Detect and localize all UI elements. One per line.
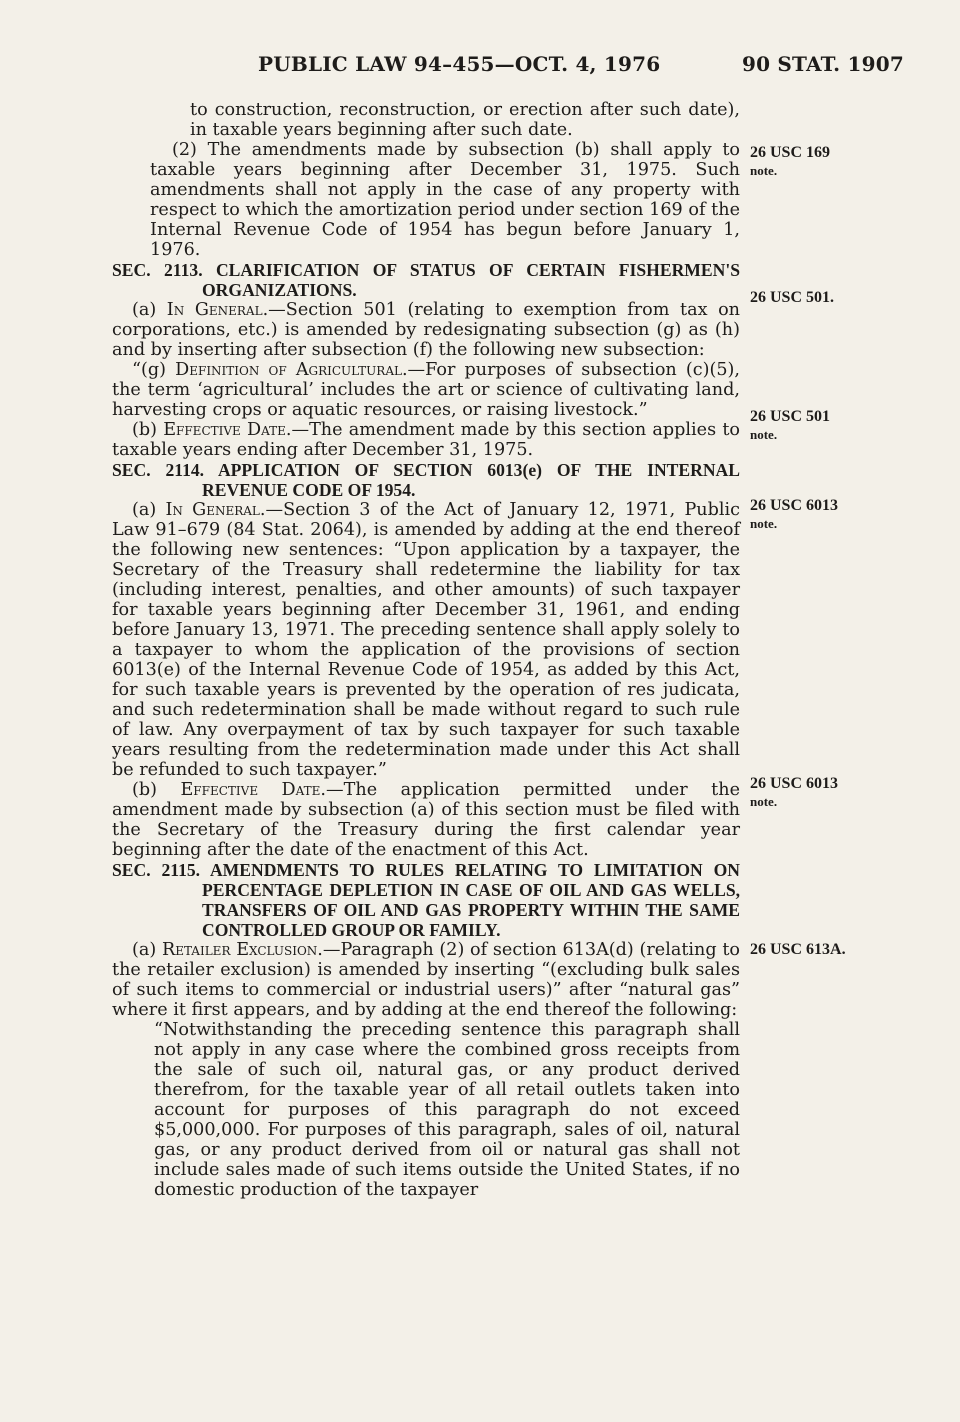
body-text	[112, 100, 740, 1200]
section-2114-heading: SEC. 2114. APPLICATION OF SECTION 6013(e) OF THE INTERNAL REVENUE CODE OF 1954.	[112, 460, 740, 500]
margin-note: 26 USC 501 note.	[750, 408, 831, 442]
section-2115-a: (a) Retailer Exclusion.—Paragraph (2) of section 613A(d) (relating to the retailer exclusion) is amended by inserting “(excluding bulk sales of such items to commercial or industrial users)” after “natural gas” where it first appears, and by adding at the end thereof the following:	[112, 940, 741, 1020]
margin-note: 26 USC 501.	[750, 289, 835, 306]
running-header-stat: 90 STAT. 1907	[742, 52, 904, 76]
section-2113-quote: “(g) Definition of Agricultural.—For purposes of subsection (c)(5), the term ‘agricultural’ includes the art or science of cultivating land, harvesting crops or aquatic resources, or raising livestock.”	[112, 360, 740, 420]
section-2115-quote: “Notwithstanding the preceding sentence this paragraph shall not apply in any case where the combined gross receipts from the sale of such oil, natural gas, or any product derived therefrom, for the taxable year of all retail outlets taken into account for purposes of this paragraph do not exceed $5,000,000. For purposes of this paragraph, sales of oil, natural gas, or any product derived from oil or natural gas shall not include sales made of such items outside the United States, if no domestic production of the taxpayer	[154, 1020, 740, 1200]
section-2113-heading: SEC. 2113. CLARIFICATION OF STATUS OF CERTAIN FISHERMEN'S ORGANIZATIONS.	[112, 260, 740, 300]
margin-note: 26 USC 6013 note.	[750, 775, 839, 809]
running-header-title: PUBLIC LAW 94–455—OCT. 4, 1976	[258, 52, 661, 76]
margin-note: 26 USC 169 note.	[750, 144, 831, 178]
section-2115-quote-block	[112, 1020, 740, 1200]
section-2114-a: (a) In General.—Section 3 of the Act of January 12, 1971, Public Law 91–679 (84 Stat. 2064), is amended by adding at the end thereof the following new sentences: “Upon application by a taxpayer, the Secretary of the Treasury shall redetermine the liability for tax (including interest, penalties, and other amounts) of such taxpayer for taxable years beginning after December 31, 1961, and ending before January 13, 1971. The preceding sentence shall apply solely to a taxpayer to whom the application of the provisions of section 6013(e) of the Internal Revenue Code of 1954, as added by this Act, for such taxable years is prevented by the operation of res judicata, and such redetermination shall be made without regard to such rule of law. Any overpayment of tax by such taxpayer for such taxable years resulting from the redetermination made under this Act shall be refunded to such taxpayer.”	[112, 500, 740, 780]
margin-note: 26 USC 613A.	[750, 941, 846, 958]
section-2114-b: (b) Effective Date.—The application permitted under the amendment made by subsection (a) of this section must be filed with the Secretary of the Treasury during the first calendar year beginning after the date of the enactment of this Act.	[112, 780, 740, 860]
section-2113-a: (a) In General.—Section 501 (relating to exemption from tax on corporations, etc.) is amended by redesignating subsection (g) as (h) and by inserting after subsection (f) the following new subsection:	[112, 300, 740, 360]
section-2115-heading: SEC. 2115. AMENDMENTS TO RULES RELATING TO LIMITATION ON PERCENTAGE DEPLETION IN CASE OF OIL AND GAS WELLS, TRANSFERS OF OIL AND GAS PROPERTY WITHIN THE SAME CONTROLLED GROUP OR FAMILY.	[112, 860, 740, 940]
paragraph-2: (2) The amendments made by subsection (b) shall apply to taxable years beginning after December 31, 1975. Such amendments shall not apply in the case of any property with respect to which the amortization period under section 169 of the Internal Revenue Code of 1954 has begun before January 1, 1976.	[150, 140, 740, 260]
section-2113-b: (b) Effective Date.—The amendment made by this section applies to taxable years ending after December 31, 1975.	[112, 420, 740, 460]
margin-note: 26 USC 6013 note.	[750, 497, 839, 531]
paragraph-continuation: to construction, reconstruction, or erection after such date), in taxable years beginning after such date.	[190, 100, 740, 140]
